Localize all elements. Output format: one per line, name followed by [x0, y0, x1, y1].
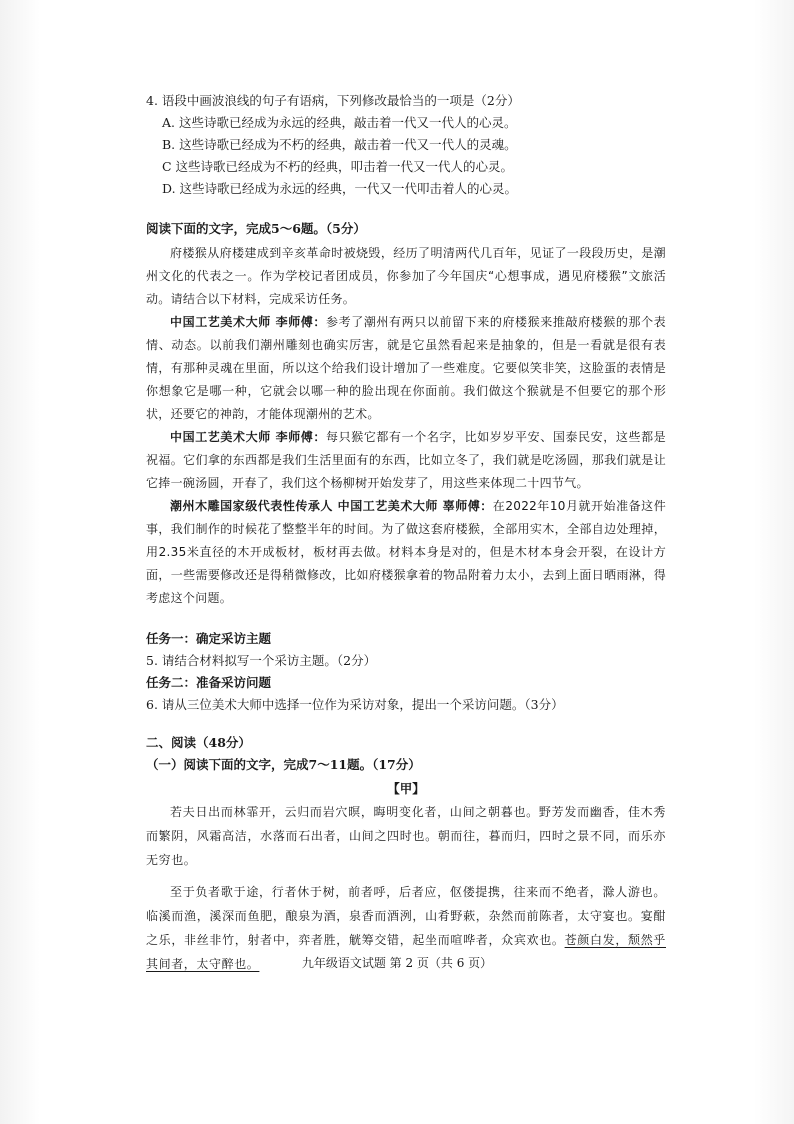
- question-5: 5. 请结合材料拟写一个采访主题。（2分）: [146, 653, 377, 668]
- interview-quote-1: [146, 311, 666, 426]
- quote-3-speaker: 潮州木雕国家级代表性传承人 中国工艺美术大师 辜师傅：: [170, 499, 493, 513]
- page-footer: 九年级语文试题 第 2 页（共 6 页）: [301, 956, 493, 970]
- question-4-stem: 4. 语段中画波浪线的句子有语病，下列修改最恰当的一项是（2分）: [146, 93, 520, 108]
- quote-1-text: 参考了潮州有两只以前留下来的府楼猴来推敲府楼猴的那个表情、动态。以前我们潮州雕刻也确实厉害，就是它虽然看起来是抽象的，但是一看就是很有表情，有那种灵魂在里面，所以这个给我们设计增加了一些难度。它要似笑非笑，这脸蛋的表情是你想象它是哪一种，它就会以哪一种的脸出现在你面前。我们做这个猴就是不但要它的那个形状，还要它的神韵，才能体现潮州的艺术。: [146, 315, 666, 421]
- interview-quote-2: [146, 426, 666, 495]
- question-6: 6. 请从三位美术大师中选择一位作为采访对象，提出一个采访问题。（3分）: [146, 697, 564, 712]
- question-4-option-a: A. 这些诗歌已经成为永远的经典，敲击着一代又一代人的心灵。: [162, 115, 517, 130]
- quote-1-speaker: 中国工艺美术大师 李师傅：: [170, 315, 327, 329]
- task-1-heading: 任务一：确定采访主题: [146, 631, 272, 646]
- part-2-title: 二、阅读（48分）: [146, 735, 251, 750]
- question-4-option-b: B. 这些诗歌已经成为不朽的经典，敲击着一代又一代人的灵魂。: [162, 137, 517, 152]
- spacer: [146, 610, 666, 628]
- classical-paragraph-2-text: 至于负者歌于途，行者休于树，前者呼，后者应，伛偻提携，往来而不绝者，滁人游也。临溪而渔，溪深而鱼肥，酿泉为酒，泉香而酒洌，山肴野蔌，杂然而前陈者，太守宴也。宴酣之乐，非丝非竹，射者中，弈者胜，觥筹交错，起坐而喧哗者，众宾欢也。: [146, 885, 666, 947]
- question-4-option-d: D. 这些诗歌已经成为永远的经典，一代又一代叩击着人的心灵。: [162, 181, 518, 196]
- page-content: [146, 90, 666, 976]
- interview-quote-3: [146, 495, 666, 610]
- question-4-option-c: C 这些诗歌已经成为不朽的经典，叩击着一代又一代人的心灵。: [162, 159, 514, 174]
- quote-3-text: 在2022年10月就开始准备这件事，我们制作的时候花了整整半年的时间。为了做这套府楼猴，全部用实木，全部自边处理掉，用2.35米直径的木开成板材，板材再去做。材料本身是对的，但是木材本身会开裂，在设计方面，一些需要修改还是得稍微修改，比如府楼猴拿着的物品附着力太小，去到上面日晒雨淋，得考虑这个问题。: [146, 499, 666, 605]
- text-jia-label: 【甲】: [387, 781, 425, 796]
- part-2-subtitle: （一）阅读下面的文字，完成7～11题。（17分）: [146, 757, 421, 772]
- reading-intro-paragraph: 府楼猴从府楼建成到辛亥革命时被烧毁，经历了明清两代几百年，见证了一段段历史，是潮州文化的代表之一。作为学校记者团成员，你参加了今年国庆“心想事成，遇见府楼猴”文旅活动。请结合以下材料，完成采访任务。: [146, 246, 666, 306]
- quote-2-text: 每只猴它都有一个名字，比如岁岁平安、国泰民安，这些都是祝福。它们拿的东西都是我们生活里面有的东西，比如立冬了，我们就是吃汤圆，那我们就是让它捧一碗汤圆，开春了，我们这个杨柳树开始发芽了，用这些来体现二十四节气。: [146, 430, 666, 490]
- quote-2-speaker: 中国工艺美术大师 李师傅：: [170, 430, 327, 444]
- underlined-sentence: 苍颜白发，颓然乎其间者，太守醉也。: [146, 933, 666, 971]
- classical-paragraph-1: 若夫日出而林霏开，云归而岩穴暝，晦明变化者，山间之朝暮也。野芳发而幽香，佳木秀而繁阴，风霜高洁，水落而石出者，山间之四时也。朝而往，暮而归，四时之景不同，而乐亦无穷也。: [146, 805, 666, 867]
- task-2-heading: 任务二：准备采访问题: [146, 675, 272, 690]
- reading-section-heading: 阅读下面的文字，完成5～6题。（5分）: [146, 221, 366, 236]
